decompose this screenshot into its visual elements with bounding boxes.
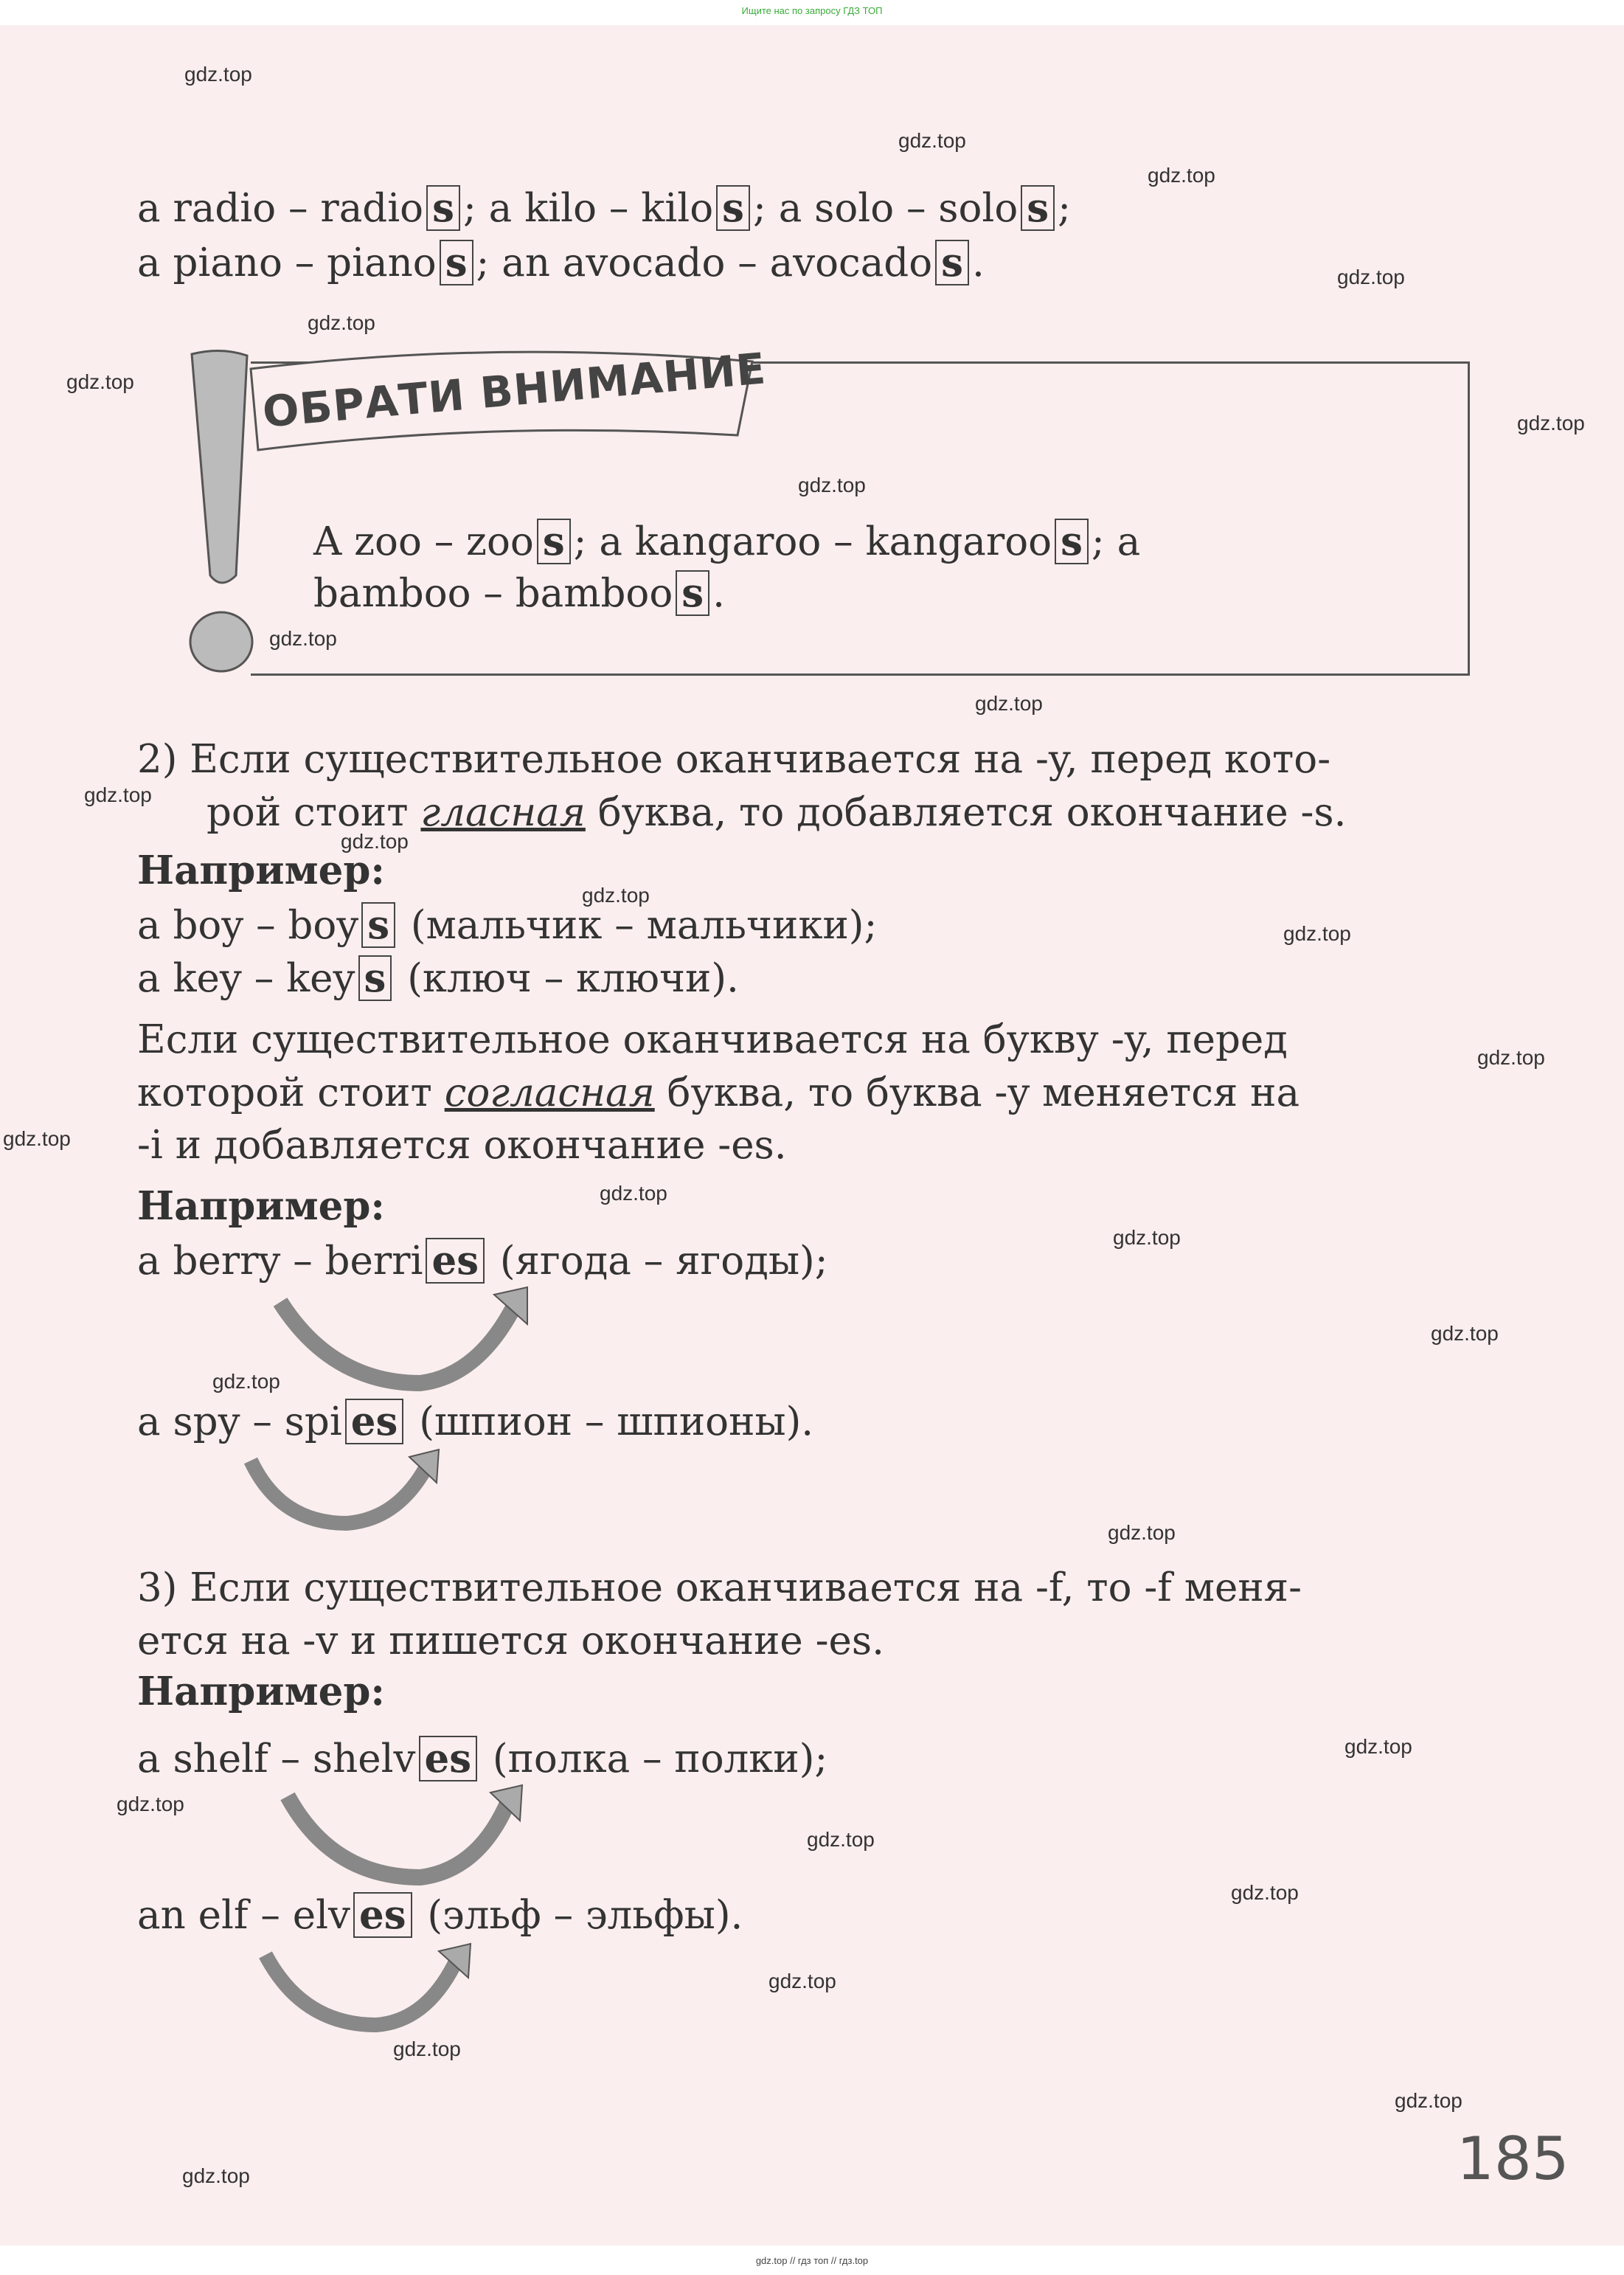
watermark: gdz.top — [1477, 1046, 1545, 1069]
watermark: gdz.top — [768, 1970, 836, 1992]
watermark: gdz.top — [975, 692, 1043, 715]
watermark: gdz.top — [341, 830, 409, 853]
watermark: gdz.top — [66, 370, 134, 393]
watermark: gdz.top — [1395, 2089, 1462, 2112]
rule2-line-3: Если существительное оканчивается на букву -y, перед — [137, 1017, 1288, 1062]
ending-box: es — [426, 1238, 485, 1284]
ending-box: s — [1021, 185, 1055, 231]
example-label: Например: — [137, 1669, 385, 1714]
watermark: gdz.top — [308, 311, 375, 334]
watermark: gdz.top — [1344, 1735, 1412, 1758]
watermark: gdz.top — [1108, 1521, 1176, 1544]
ending-box: s — [358, 955, 392, 1001]
footer-links[interactable]: gdz.top // гдз топ // гдз.top — [755, 2255, 869, 2266]
intro-line-2: a piano – piano s ; an avocado – avocado s . — [137, 240, 985, 285]
rule2-line-2: рой стоит гласная буква, то добавляется окончание -s. — [207, 790, 1347, 835]
rule2-line-5: -i и добавляется окончание -es. — [137, 1123, 787, 1168]
curved-arrow-icon — [243, 1450, 450, 1531]
watermark: gdz.top — [1283, 922, 1351, 945]
ending-box: s — [676, 570, 709, 616]
example-elf: an elf – elv es (эльф – эльфы). — [137, 1892, 743, 1938]
example-berry: a berry – berri es (ягода – ягоды); — [137, 1238, 828, 1284]
watermark: gdz.top — [1148, 164, 1215, 187]
ending-box: es — [353, 1892, 412, 1938]
example-label: Например: — [137, 1183, 385, 1229]
ending-box: es — [419, 1736, 478, 1781]
rule2-line-1: 2) Если существительное оканчивается на -y, перед кото- — [137, 737, 1331, 782]
example-shelf: a shelf – shelv es (полка – полки); — [137, 1736, 828, 1781]
ending-box: s — [716, 185, 750, 231]
watermark: gdz.top — [798, 474, 866, 496]
ending-box: s — [440, 240, 473, 285]
watermark: gdz.top — [1113, 1226, 1181, 1249]
rule3-line-1: 3) Если существительное оканчивается на -f, то -f меня- — [137, 1565, 1302, 1610]
example-boy: a boy – boy s (мальчик – мальчики); — [137, 902, 878, 948]
example-key: a key – key s (ключ – ключи). — [137, 955, 739, 1001]
watermark: gdz.top — [1517, 412, 1585, 434]
curved-arrow-icon — [258, 1944, 479, 2032]
top-banner: Ищите нас по запросу ГДЗ ТОП — [741, 5, 883, 16]
watermark: gdz.top — [393, 2037, 461, 2060]
ending-box: s — [1055, 519, 1089, 564]
ending-box: s — [935, 240, 969, 285]
rule2-line-4: которой стоит согласная буква, то буква -y меняется на — [137, 1070, 1300, 1115]
example-spy: a spy – spi es (шпион – шпионы). — [137, 1399, 814, 1444]
callout-title: ОБРАТИ ВНИМАНИЕ — [260, 343, 768, 437]
watermark: gdz.top — [1431, 1322, 1499, 1345]
curved-arrow-icon — [273, 1287, 538, 1391]
callout-line-1: A zoo – zoo s ; a kangaroo – kangaroo s ; a — [313, 519, 1141, 564]
ending-box: s — [537, 519, 571, 564]
callout-line-2: bamboo – bamboo s . — [313, 570, 725, 616]
watermark: gdz.top — [600, 1182, 667, 1205]
watermark: gdz.top — [3, 1127, 71, 1150]
watermark: gdz.top — [269, 627, 337, 650]
watermark: gdz.top — [117, 1793, 184, 1815]
intro-line-1: a radio – radio s ; a kilo – kilo s ; a solo – solo s ; — [137, 185, 1071, 231]
curved-arrow-icon — [280, 1785, 531, 1885]
watermark: gdz.top — [898, 129, 966, 152]
ending-box: es — [345, 1399, 404, 1444]
watermark: gdz.top — [582, 884, 650, 907]
watermark: gdz.top — [1337, 266, 1405, 288]
watermark: gdz.top — [1231, 1881, 1299, 1904]
ending-box: s — [361, 902, 395, 948]
ending-box: s — [426, 185, 460, 231]
watermark: gdz.top — [84, 783, 152, 806]
watermark: gdz.top — [212, 1370, 280, 1393]
watermark: gdz.top — [184, 63, 252, 86]
page-number: 185 — [1457, 2125, 1569, 2193]
watermark: gdz.top — [807, 1828, 875, 1851]
example-label: Например: — [137, 848, 385, 893]
rule3-line-2: ется на -v и пишется окончание -es. — [137, 1618, 884, 1663]
watermark: gdz.top — [182, 2164, 250, 2187]
